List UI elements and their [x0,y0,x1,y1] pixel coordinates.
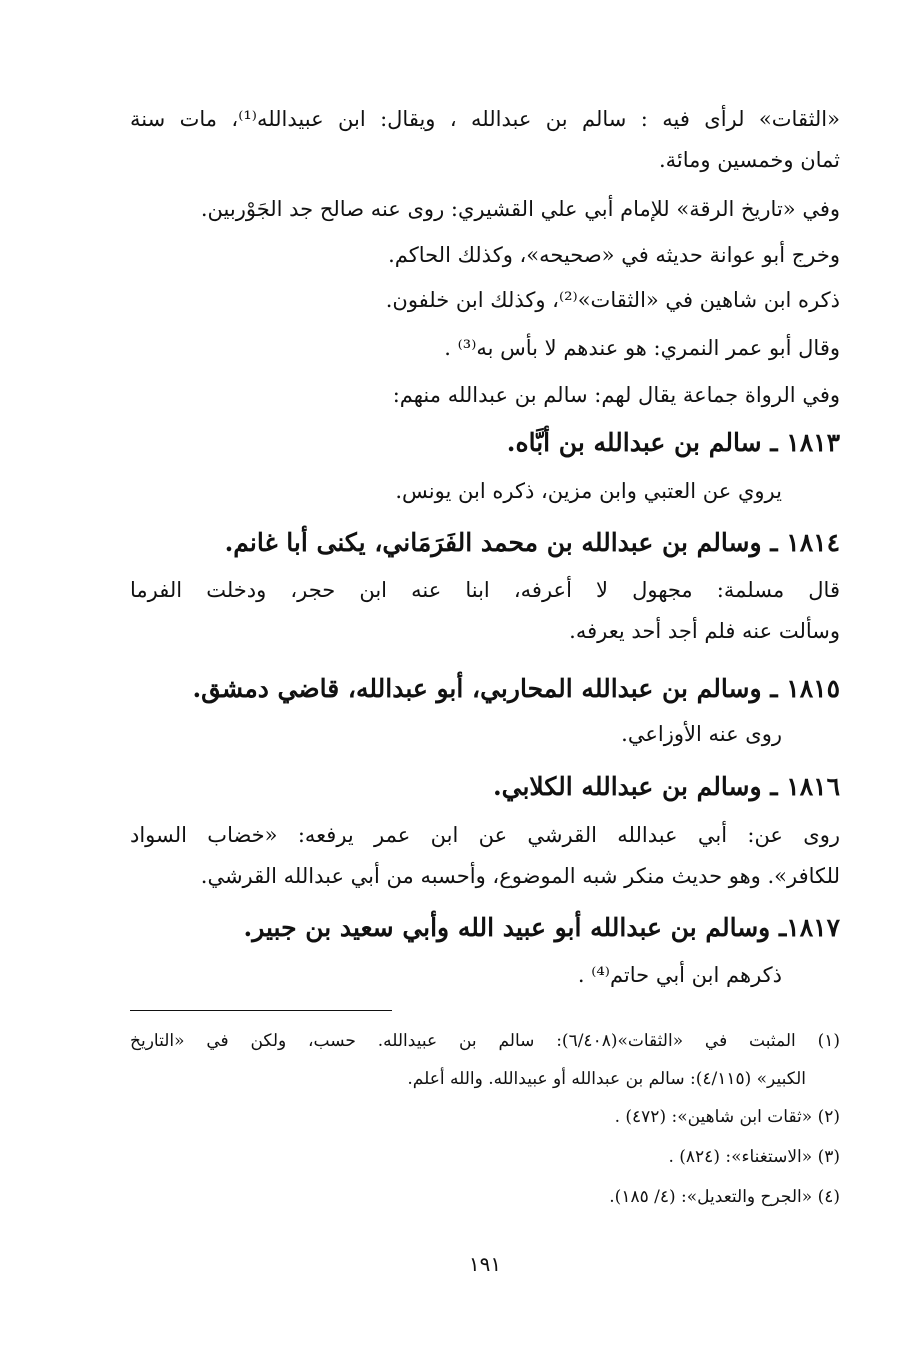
entry-heading-1813: ١٨١٣ ـ سالم بن عبدالله بن أبَّاه. [506,428,840,457]
text-line: وقال أبو عمر النمري: هو عندهم لا بأس به⁽³⁾ . [444,336,840,360]
text-line: وفي «تاريخ الرقة» للإمام أبي علي القشيري: روى عنه صالح جد الجَوْربين. [200,197,840,221]
text-line: روى عنه الأوزاعي. [621,722,782,746]
text-line: وسألت عنه فلم أجد أحد يعرفه. [569,619,840,643]
text-line: وفي الرواة جماعة يقال لهم: سالم بن عبدالله منهم: [392,383,840,407]
text-line: وخرج أبو عوانة حديثه في «صحيحه»، وكذلك الحاكم. [388,243,840,267]
text-line: «الثقات» لرأى فيه : سالم بن عبدالله ، ويقال: ابن عبيدالله⁽¹⁾، مات سنة [130,107,840,131]
text-line: روى عن: أبي عبدالله القرشي عن ابن عمر يرفعه: «خضاب السواد [130,823,840,847]
text-line: ذكرهم ابن أبي حاتم⁽⁴⁾ . [577,963,782,987]
text-line: قال مسلمة: مجهول لا أعرفه، ابنا عنه ابن حجر، ودخلت الفرما [130,578,840,602]
text-line: ثمان وخمسين ومائة. [658,148,840,172]
footnote-1-cont: الكبير» (٤/١١٥): سالم بن عبدالله أو عبيدالله. والله أعلم. [407,1069,806,1089]
entry-heading-1814: ١٨١٤ ـ وسالم بن عبدالله بن محمد الفَرَمَاني، يكنى أبا غانم. [224,528,840,557]
entry-heading-1815: ١٨١٥ ـ وسالم بن عبدالله المحاربي، أبو عبدالله، قاضي دمشق. [192,674,840,703]
footnote-4: (٤) «الجرح والتعديل»: (٤/ ١٨٥). [609,1187,840,1207]
text-line: ذكره ابن شاهين في «الثقات»⁽²⁾، وكذلك ابن خلفون. [385,288,840,312]
footnote-2: (٢) «ثقات ابن شاهين»: (٤٧٢) . [614,1107,840,1127]
page-number: ١٩١ [468,1252,502,1276]
footnote-1: (١) المثبت في «الثقات»(٦/٤٠٨): سالم بن عبيدالله. حسب، ولكن في «التاريخ [130,1031,840,1051]
entry-heading-1816: ١٨١٦ ـ وسالم بن عبدالله الكلابي. [492,772,840,801]
footnote-3: (٣) «الاستغناء»: (٨٢٤) . [668,1147,840,1167]
text-line: للكافر». وهو حديث منكر شبه الموضوع، وأحسبه من أبي عبدالله القرشي. [200,864,840,888]
entry-heading-1817: ١٨١٧ـ وسالم بن عبدالله أبو عبيد الله وأبي سعيد بن جبير. [243,913,840,942]
book-page [130,0,840,1356]
text-line: يروي عن العتبي وابن مزين، ذكره ابن يونس. [395,479,782,503]
footnote-separator [130,1010,392,1011]
